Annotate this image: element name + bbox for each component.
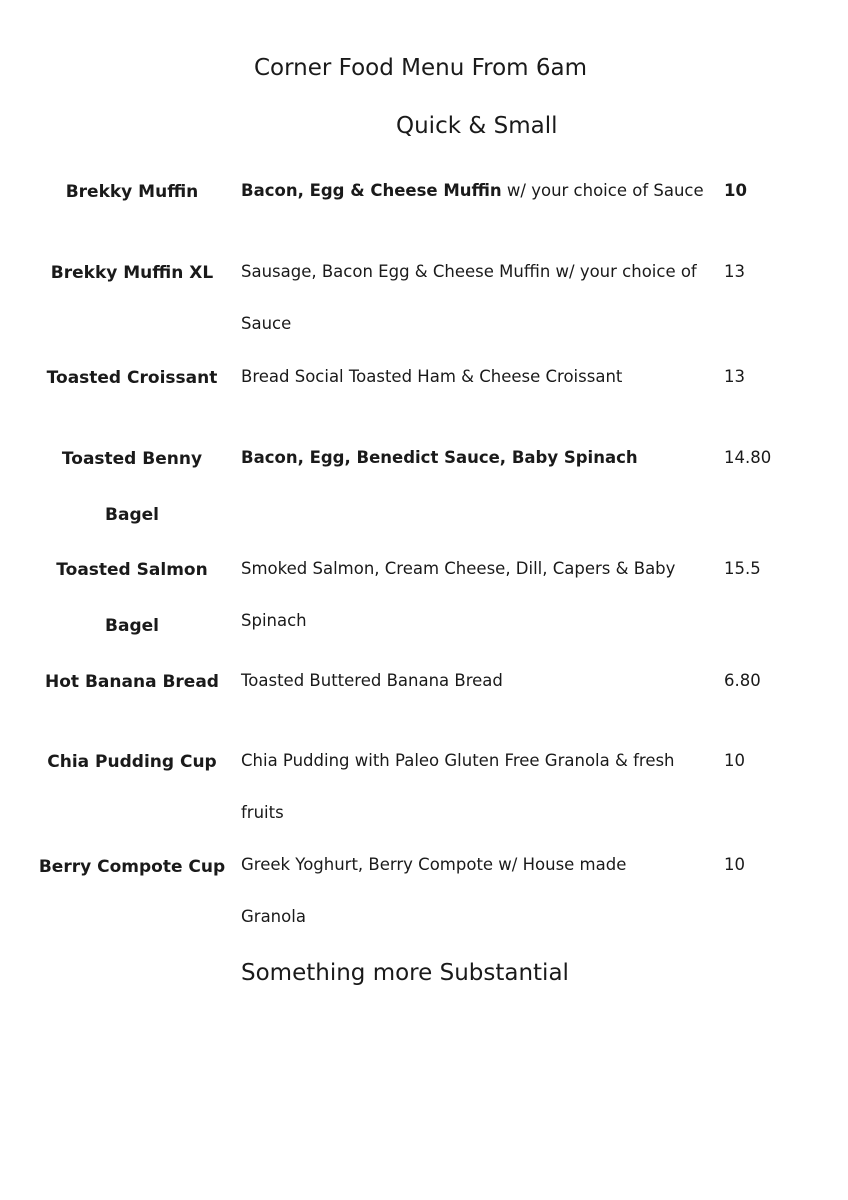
item-price: 10 bbox=[724, 181, 747, 200]
item-price: 10 bbox=[724, 855, 745, 874]
item-description-bold: Bacon, Egg, Benedict Sauce, Baby Spinach bbox=[241, 448, 638, 467]
item-description: Smoked Salmon, Cream Cheese, Dill, Capers & Baby Spinach bbox=[241, 559, 676, 630]
menu-title: Corner Food Menu From 6am bbox=[254, 55, 588, 81]
item-name: Toasted Benny Bagel bbox=[61, 449, 203, 525]
section-heading-quick-small: Quick & Small bbox=[396, 113, 558, 139]
item-name: Brekky Muffin XL bbox=[50, 263, 214, 283]
item-name: Hot Banana Bread bbox=[45, 672, 219, 692]
item-description: Bread Social Toasted Ham & Cheese Croissant bbox=[241, 367, 623, 386]
item-name: Chia Pudding Cup bbox=[47, 752, 217, 772]
item-description: Chia Pudding with Paleo Gluten Free Granola & fresh fruits bbox=[241, 751, 675, 822]
item-description-bold: Bacon, Egg & Cheese Muffin bbox=[241, 181, 502, 200]
item-name: Brekky Muffin bbox=[65, 182, 199, 202]
section-heading-substantial: Something more Substantial bbox=[241, 960, 569, 986]
item-name: Berry Compote Cup bbox=[38, 857, 226, 877]
item-description: Sausage, Bacon Egg & Cheese Muffin w/ your choice of Sauce bbox=[241, 262, 697, 333]
item-price: 13 bbox=[724, 367, 745, 386]
item-name: Toasted Salmon Bagel bbox=[56, 560, 208, 636]
item-name: Toasted Croissant bbox=[46, 368, 218, 388]
item-price: 13 bbox=[724, 262, 745, 281]
item-description: Greek Yoghurt, Berry Compote w/ House made Granola bbox=[241, 855, 627, 926]
item-price: 6.80 bbox=[724, 671, 761, 690]
item-description: Toasted Buttered Banana Bread bbox=[241, 671, 503, 690]
item-price: 14.80 bbox=[724, 448, 772, 467]
item-price: 15.5 bbox=[724, 559, 761, 578]
item-price: 10 bbox=[724, 751, 745, 770]
item-description bbox=[241, 432, 711, 484]
item-description-text: w/ your choice of Sauce bbox=[501, 181, 704, 200]
item-description bbox=[241, 165, 711, 217]
